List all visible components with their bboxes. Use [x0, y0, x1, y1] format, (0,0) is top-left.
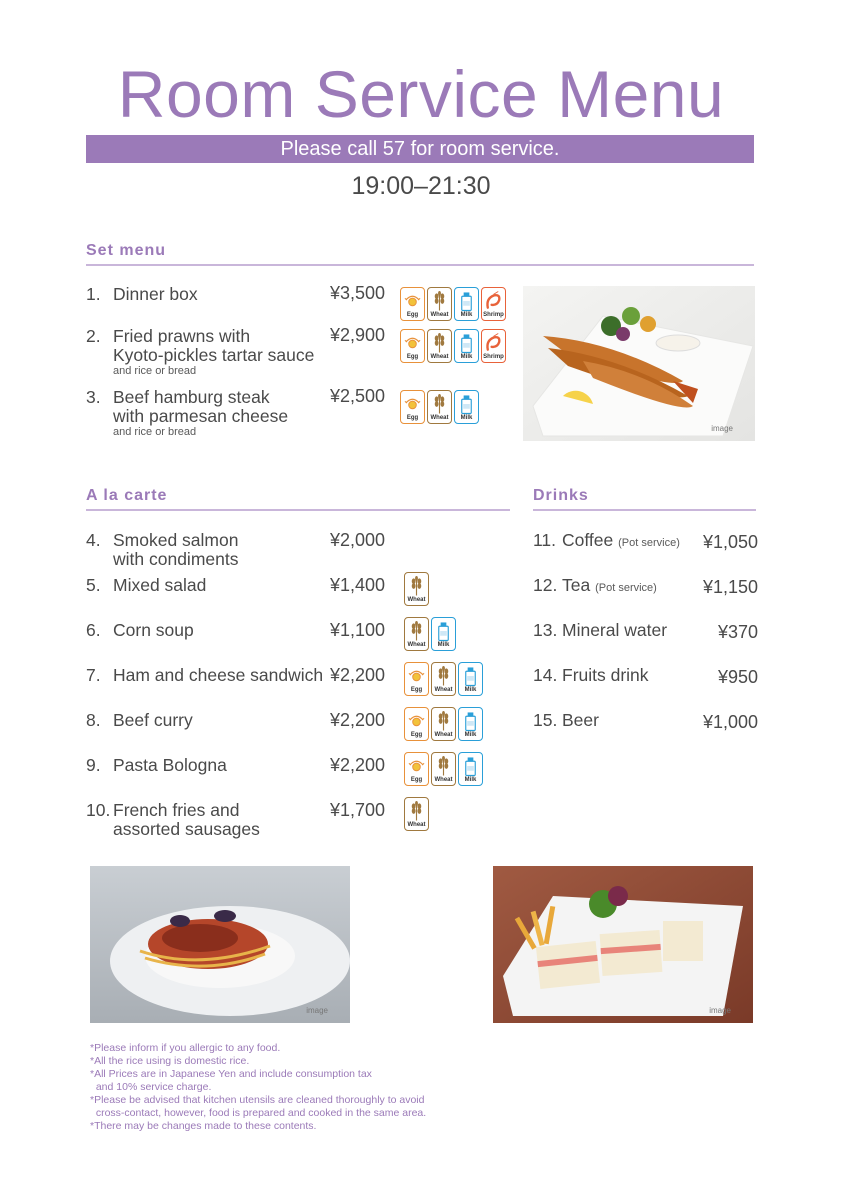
- milk-allergen-icon: Milk: [454, 329, 479, 363]
- photo-caption: image: [306, 1006, 328, 1015]
- wheat-allergen-icon: Wheat: [431, 662, 456, 696]
- item-name-line: Dinner box: [113, 284, 198, 304]
- egg-allergen-icon: Egg: [404, 752, 429, 786]
- item-name-line: Coffee: [562, 530, 614, 550]
- item-number: 11.: [533, 530, 557, 550]
- allergen-icons: [404, 662, 483, 696]
- wheat-allergen-icon: Wheat: [404, 797, 429, 831]
- item-price: ¥2,200: [330, 710, 386, 730]
- item-price: ¥950: [717, 667, 758, 687]
- wheat-allergen-icon: Wheat: [427, 329, 452, 363]
- section-divider: [86, 509, 510, 511]
- item-name-line: Smoked salmon: [113, 530, 239, 550]
- item-name: [113, 576, 353, 595]
- milk-allergen-icon: Milk: [458, 707, 483, 741]
- section-heading-a-la-carte: A la carte: [86, 487, 168, 504]
- fried-prawns-photo: [523, 286, 755, 441]
- service-hours: 19:00–21:30: [351, 172, 491, 200]
- allergen-icons: [400, 287, 506, 321]
- footnotes: [90, 1042, 426, 1133]
- item-price: ¥370: [717, 622, 758, 642]
- item-number: 1.: [86, 284, 101, 304]
- item-name-line: with condiments: [113, 549, 239, 569]
- item-side-note: and rice or bread: [113, 365, 197, 377]
- section-heading-drinks: Drinks: [533, 487, 589, 504]
- item-number: 4.: [86, 530, 101, 550]
- section-heading-set-menu: Set menu: [86, 242, 167, 259]
- item-service-note: (Pot service): [595, 582, 657, 594]
- wheat-allergen-icon: Wheat: [404, 572, 429, 606]
- milk-allergen-icon: Milk: [458, 752, 483, 786]
- milk-allergen-icon: Milk: [454, 390, 479, 424]
- item-number: 12.: [533, 575, 558, 595]
- allergen-icons: [404, 572, 429, 606]
- wheat-allergen-icon: Wheat: [427, 390, 452, 424]
- item-name: [113, 666, 353, 685]
- footnote: *All Prices are in Japanese Yen and include consumption tax: [90, 1068, 372, 1080]
- item-price: ¥1,050: [702, 532, 758, 552]
- item-price: ¥1,150: [702, 577, 758, 597]
- item-number: 2.: [86, 326, 101, 346]
- pasta-bologna-photo: [90, 866, 350, 1023]
- sandwich-photo: [493, 866, 753, 1023]
- allergen-icons: [404, 797, 429, 831]
- photo-caption: image: [711, 424, 733, 433]
- item-name-line: Pasta Bologna: [113, 755, 227, 775]
- item-name-line: Tea: [562, 575, 591, 595]
- item-name: [113, 621, 353, 640]
- egg-allergen-icon: Egg: [404, 662, 429, 696]
- item-price: ¥1,100: [330, 620, 386, 640]
- milk-allergen-icon: Milk: [454, 287, 479, 321]
- item-name-line: French fries and: [113, 800, 240, 820]
- item-name-line: Corn soup: [113, 620, 194, 640]
- footnote: and 10% service charge.: [90, 1081, 212, 1093]
- item-number: 9.: [86, 755, 101, 775]
- item-number: 14.: [533, 665, 558, 685]
- item-number: 5.: [86, 575, 101, 595]
- footnote: *Please be advised that kitchen utensils are cleaned thoroughly to avoid: [90, 1094, 425, 1106]
- footnote: *There may be changes made to these contents.: [90, 1120, 317, 1132]
- shrimp-allergen-icon: Shrimp: [481, 329, 506, 363]
- item-number: 13.: [533, 620, 558, 640]
- section-divider: [86, 264, 754, 266]
- allergen-icons: [404, 707, 483, 741]
- allergen-icons: [400, 329, 506, 363]
- item-service-note: (Pot service): [618, 537, 680, 549]
- item-side-note: and rice or bread: [113, 426, 197, 438]
- item-price: ¥1,400: [330, 575, 386, 595]
- footnote: *Please inform if you allergic to any food.: [90, 1042, 281, 1054]
- allergen-icons: [400, 390, 479, 424]
- egg-allergen-icon: Egg: [404, 707, 429, 741]
- item-name-line: Beef hamburg steak: [113, 387, 270, 407]
- item-price: ¥3,500: [330, 283, 386, 303]
- item-name-line: Mixed salad: [113, 575, 207, 595]
- item-price: ¥2,200: [330, 755, 386, 775]
- egg-allergen-icon: Egg: [400, 329, 425, 363]
- item-price: ¥2,200: [330, 665, 386, 685]
- call-banner: Please call 57 for room service.: [86, 135, 754, 163]
- allergen-icons: [404, 617, 456, 651]
- allergen-icons: [404, 752, 483, 786]
- photo-caption: image: [709, 1006, 731, 1015]
- item-name: [113, 801, 353, 839]
- item-price: ¥2,900: [330, 325, 386, 345]
- item-name-line: with parmesan cheese: [113, 406, 289, 426]
- item-name: [113, 711, 353, 730]
- milk-allergen-icon: Milk: [458, 662, 483, 696]
- wheat-allergen-icon: Wheat: [431, 707, 456, 741]
- item-name-line: assorted sausages: [113, 819, 260, 839]
- item-name-line: Beer: [562, 710, 599, 730]
- wheat-allergen-icon: Wheat: [427, 287, 452, 321]
- item-name-line: Beef curry: [113, 710, 193, 730]
- item-name-line: Kyoto-pickles tartar sauce: [113, 345, 315, 365]
- item-number: 8.: [86, 710, 101, 730]
- item-price: ¥1,000: [702, 712, 758, 732]
- item-price: ¥1,700: [330, 800, 386, 820]
- item-number: 15.: [533, 710, 558, 730]
- egg-allergen-icon: Egg: [400, 287, 425, 321]
- footnote: *All the rice using is domestic rice.: [90, 1055, 250, 1067]
- item-name: [113, 388, 353, 439]
- footnote: cross-contact, however, food is prepared and cooked in the same area.: [90, 1107, 427, 1119]
- section-divider: [533, 509, 756, 511]
- item-name-line: Fried prawns with: [113, 326, 251, 346]
- item-number: 10.: [86, 800, 111, 820]
- egg-allergen-icon: Egg: [400, 390, 425, 424]
- item-number: 3.: [86, 387, 101, 407]
- item-price: ¥2,000: [330, 530, 386, 550]
- milk-allergen-icon: Milk: [431, 617, 456, 651]
- page-title: Room Service Menu: [117, 57, 725, 131]
- item-name: [113, 285, 353, 304]
- wheat-allergen-icon: Wheat: [431, 752, 456, 786]
- item-name: [113, 756, 353, 775]
- item-number: 7.: [86, 665, 101, 685]
- item-name-line: Mineral water: [562, 620, 668, 640]
- item-number: 6.: [86, 620, 101, 640]
- item-price: ¥2,500: [330, 386, 386, 406]
- item-name: [113, 531, 353, 569]
- item-name: [113, 327, 353, 378]
- item-name-line: Ham and cheese sandwich: [113, 665, 324, 685]
- wheat-allergen-icon: Wheat: [404, 617, 429, 651]
- item-name-line: Fruits drink: [562, 665, 649, 685]
- shrimp-allergen-icon: Shrimp: [481, 287, 506, 321]
